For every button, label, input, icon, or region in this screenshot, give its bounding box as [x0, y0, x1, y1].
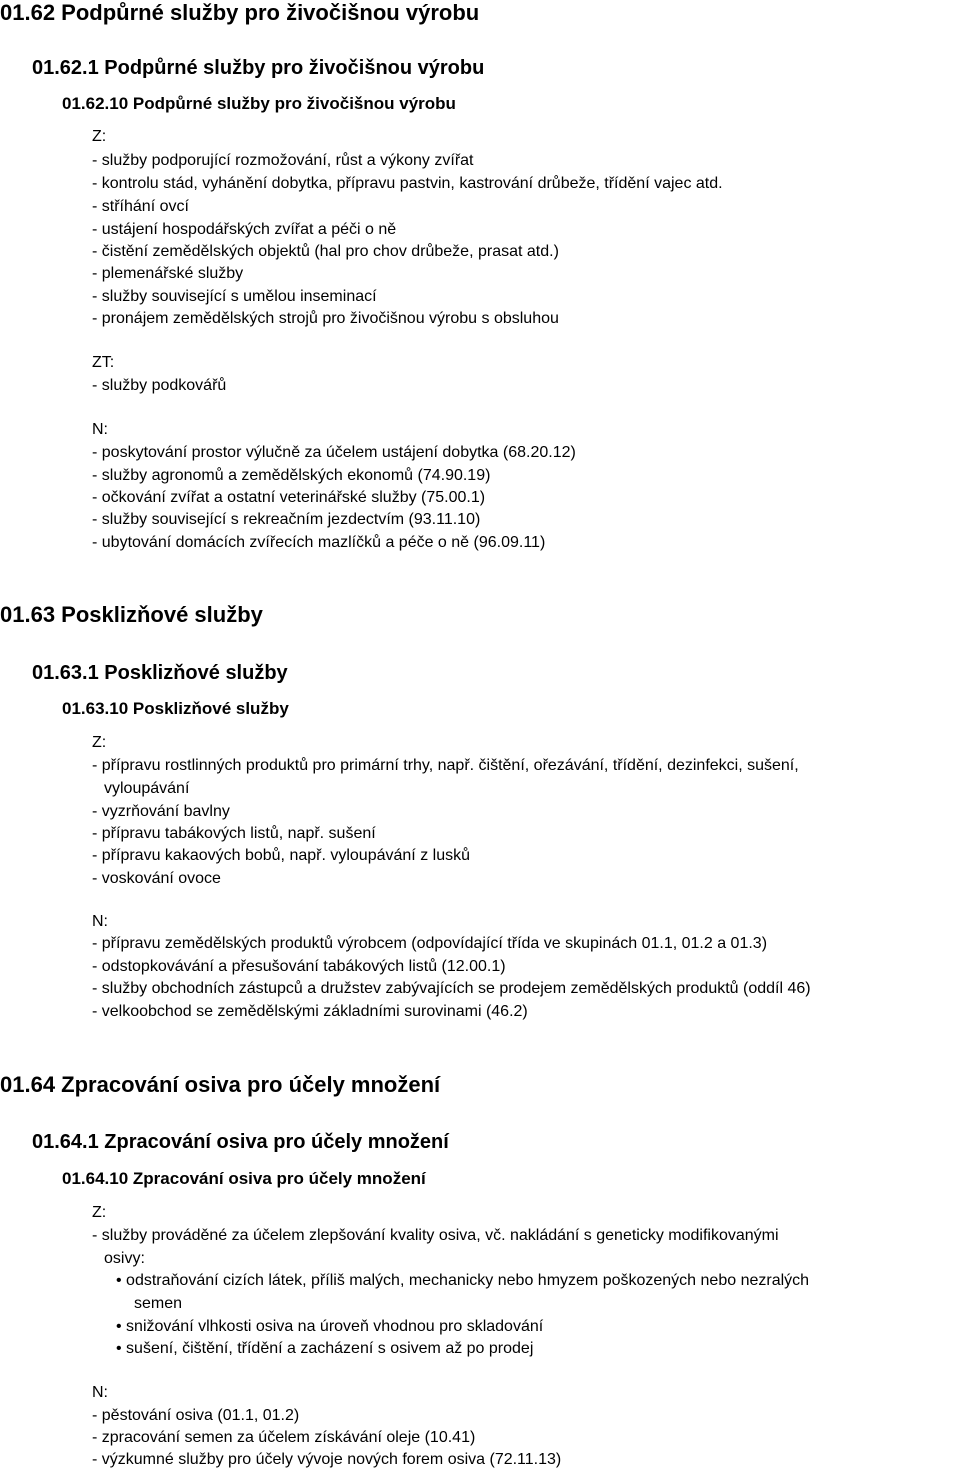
list-item: - plemenářské služby: [92, 265, 244, 282]
list-item: - přípravu kakaových bobů, např. vyloupávání z lusků: [92, 847, 470, 864]
list-item: - služby agronomů a zemědělských ekonomů (74.90.19): [92, 467, 491, 484]
list-item: - odstopkovávání a přesušování tabákových listů (12.00.1): [92, 958, 506, 975]
list-item-continuation: vyloupávání: [104, 780, 190, 797]
list-item: - služby prováděné za účelem zlepšování kvality osiva, vč. nakládání s geneticky modifikovanými: [92, 1227, 779, 1244]
list-item: - velkoobchod se zemědělskými základními surovinami (46.2): [92, 1003, 528, 1020]
list-item: - poskytování prostor výlučně za účelem ustájení dobytka (68.20.12): [92, 444, 576, 461]
list-item: - služby obchodních zástupců a družstev zabývajících se prodejem zemědělských produktů (oddíl 46): [92, 980, 811, 997]
bullet-item-continuation: semen: [134, 1295, 183, 1312]
bullet-item: • sušení, čištění, třídění a zacházení s osivem až po prodej: [116, 1340, 534, 1357]
bullet-item: • snižování vlhkosti osiva na úroveň vhodnou pro skladování: [116, 1318, 544, 1335]
list-item: - stříhání ovcí: [92, 198, 189, 215]
list-item: - přípravu rostlinných produktů pro primární trhy, např. čištění, ořezávání, třídění, dezinfekci, sušení,: [92, 757, 799, 774]
excludes-label: N:: [92, 1384, 108, 1401]
group-heading: 01.63.1 Posklizňové služby: [32, 662, 288, 684]
excludes-label: N:: [92, 421, 108, 438]
group-heading: 01.62.1 Podpůrné služby pro živočišnou výrobu: [32, 57, 485, 79]
list-item: - kontrolu stád, vyhánění dobytka, přípravu pastvin, kastrování drůbeže, třídění vajec atd.: [92, 175, 723, 192]
list-item: - čistění zemědělských objektů (hal pro chov drůbeže, prasat atd.): [92, 243, 559, 260]
bullet-item: • odstraňování cizích látek, příliš malých, mechanicky nebo hmyzem poškozených nebo nezralých: [116, 1272, 810, 1289]
list-item: - voskování ovoce: [92, 870, 221, 887]
section-heading: 01.63 Posklizňové služby: [0, 602, 263, 627]
list-item: - přípravu zemědělských produktů výrobcem (odpovídající třída ve skupinách 01.1, 01.2 a 01.3): [92, 935, 768, 952]
list-item: - ustájení hospodářských zvířat a péči o ně: [92, 221, 397, 238]
section-heading: 01.62 Podpůrné služby pro živočišnou výrobu: [0, 0, 480, 25]
list-item: - ubytování domácích zvířecích mazlíčků a péče o ně (96.09.11): [92, 534, 546, 551]
list-item: - výzkumné služby pro účely vývoje nových forem osiva (72.11.13): [92, 1451, 562, 1468]
list-item: - služby podporující rozmožování, růst a výkony zvířat: [92, 152, 474, 169]
list-item: - očkování zvířat a ostatní veterinářské služby (75.00.1): [92, 489, 486, 506]
class-heading: 01.64.10 Zpracování osiva pro účely množení: [62, 1169, 426, 1188]
excludes-label: N:: [92, 913, 108, 930]
list-item: - přípravu tabákových listů, např. sušení: [92, 825, 376, 842]
includes-label: Z:: [92, 128, 107, 145]
also-includes-label: ZT:: [92, 354, 115, 371]
class-heading: 01.62.10 Podpůrné služby pro živočišnou výrobu: [62, 94, 456, 113]
includes-label: Z:: [92, 734, 107, 751]
includes-label: Z:: [92, 1204, 107, 1221]
list-item: - zpracování semen za účelem získávání oleje (10.41): [92, 1429, 476, 1446]
list-item: - služby podkovářů: [92, 377, 227, 394]
list-item: - vyzrňování bavlny: [92, 803, 230, 820]
list-item: - pěstování osiva (01.1, 01.2): [92, 1407, 300, 1424]
group-heading: 01.64.1 Zpracování osiva pro účely množení: [32, 1131, 449, 1153]
list-item-continuation: osivy:: [104, 1250, 145, 1267]
list-item: - služby související s rekreačním jezdectvím (93.11.10): [92, 511, 481, 528]
list-item: - služby související s umělou inseminací: [92, 288, 377, 305]
list-item: - pronájem zemědělských strojů pro živočišnou výrobu s obsluhou: [92, 310, 559, 327]
class-heading: 01.63.10 Posklizňové služby: [62, 699, 289, 718]
section-heading: 01.64 Zpracování osiva pro účely množení: [0, 1072, 441, 1097]
